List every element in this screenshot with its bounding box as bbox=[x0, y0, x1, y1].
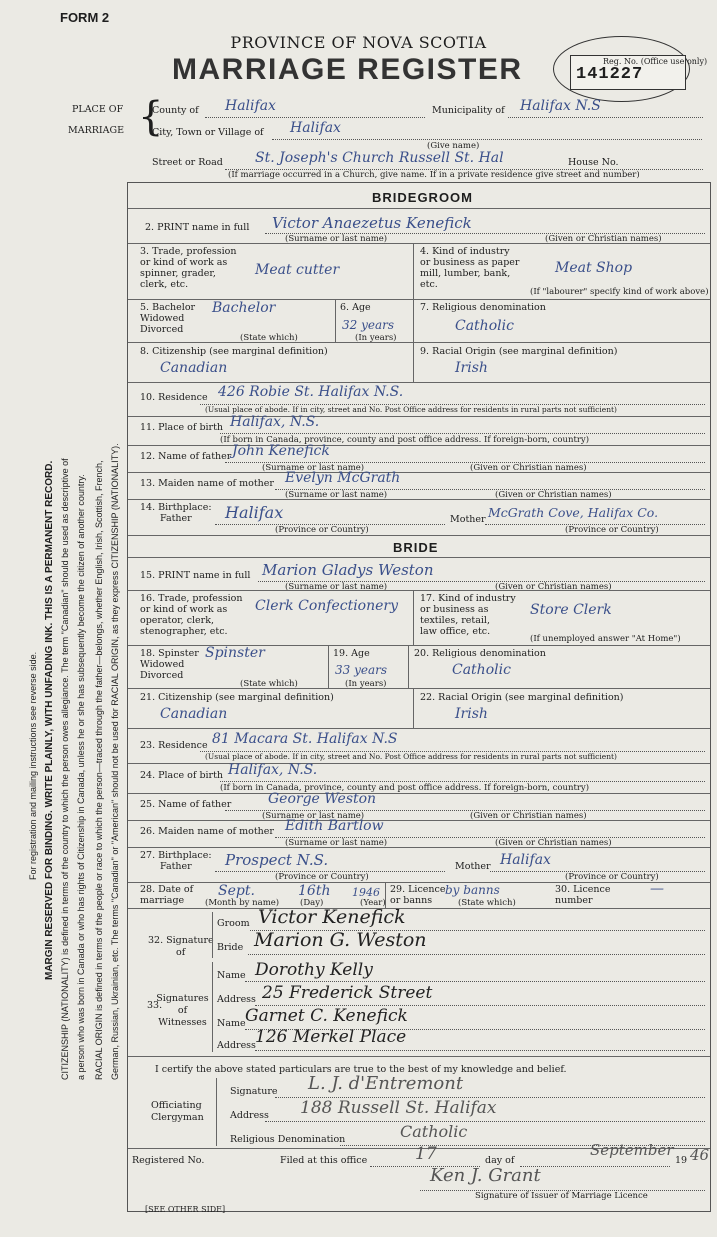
marriage-month: Sept. bbox=[218, 883, 255, 899]
groom-labourer-note: (If "labourer" specify kind of work above) bbox=[530, 287, 709, 297]
groom-father-prov-note: (Province or Country) bbox=[275, 525, 369, 535]
filed-day: 17 bbox=[415, 1144, 437, 1164]
clergy-denomination-label: Religious Denomination bbox=[230, 1134, 346, 1145]
document-title: MARRIAGE REGISTER bbox=[172, 53, 523, 86]
bride-industry-value: Store Clerk bbox=[530, 602, 612, 618]
groom-in-years: (In years) bbox=[355, 333, 397, 343]
licence-state-which: (State which) bbox=[458, 898, 516, 908]
licence-number-value: — bbox=[650, 881, 664, 897]
bride-father-given-note: (Given or Christian names) bbox=[470, 811, 587, 821]
groom-father-value: John Kenefick bbox=[232, 443, 330, 459]
witness2-name: Garnet C. Kenefick bbox=[245, 1006, 408, 1026]
municipality-value: Halifax N.S bbox=[520, 98, 601, 114]
groom-name-label: 2. PRINT name in full bbox=[145, 222, 250, 233]
bride-age-label: 19. Age bbox=[333, 648, 370, 659]
year-note: (Year) bbox=[360, 898, 386, 908]
licence-label: 29. Licence or banns bbox=[390, 884, 446, 906]
bride-industry-label: 17. Kind of industry or business as textiles, retail, law office, etc. bbox=[420, 593, 516, 637]
bride-surname-note: (Surname or last name) bbox=[285, 582, 388, 592]
groom-mother-value: Evelyn McGrath bbox=[285, 470, 401, 486]
place-brace: { bbox=[138, 94, 164, 140]
bride-birthplace-label: 24. Place of birth bbox=[140, 770, 224, 781]
bride-origin-label: 22. Racial Origin (see marginal definition) bbox=[420, 692, 624, 703]
groom-age-label: 6. Age bbox=[340, 302, 371, 313]
groom-mother-given-note: (Given or Christian names) bbox=[495, 490, 612, 500]
witnesses-label: Signatures of Witnesses bbox=[156, 993, 209, 1028]
bride-residence-value: 81 Macara St. Halifax N.S bbox=[212, 731, 398, 747]
see-other-side: [SEE OTHER SIDE] bbox=[145, 1205, 226, 1214]
bride-father-prov-note: (Province or Country) bbox=[275, 872, 369, 882]
place-label-2: MARRIAGE bbox=[68, 125, 125, 136]
street-label: Street or Road bbox=[152, 157, 223, 168]
bride-state-which: (State which) bbox=[240, 679, 298, 689]
bride-mother-prov-note: (Province or Country) bbox=[565, 872, 659, 882]
county-value: Halifax bbox=[225, 98, 276, 114]
province-heading: PROVINCE OF NOVA SCOTIA bbox=[230, 33, 487, 52]
municipality-label: Municipality of bbox=[432, 105, 505, 116]
bride-trade-label: 16. Trade, profession or kind of work as operator, clerk, stenographer, etc. bbox=[140, 593, 243, 637]
bride-home-note: (If unemployed answer "At Home") bbox=[530, 634, 681, 644]
bride-father-surname-note: (Surname or last name) bbox=[262, 811, 365, 821]
clergy-address-label: Address bbox=[230, 1110, 269, 1121]
filed-month: September bbox=[590, 1141, 674, 1159]
witness2-address-label: Address bbox=[217, 1040, 256, 1051]
margin-racial-2: German, Russian, Ukrainian, etc. The terms "Canadian" or "American" should not be used for RACIAL ORIGIN, as they express CITIZENSHIP (NATIONALITY). bbox=[110, 443, 120, 1080]
clergy-signature: L. J. d'Entremont bbox=[308, 1073, 464, 1094]
bride-status-label: 18. Spinster Widowed Divorced bbox=[140, 648, 199, 681]
filed-year-prefix: 19 bbox=[675, 1155, 688, 1166]
bride-residence-note: (Usual place of abode. If in city, street and No. Post Office address for residents in rural parts not sufficient) bbox=[205, 752, 617, 761]
groom-birthplace-label: 11. Place of birth bbox=[140, 422, 224, 433]
issuer-label: Signature of Issuer of Marriage Licence bbox=[475, 1191, 648, 1201]
bride-parents-birthplace-label: 27. Birthplace: Father bbox=[140, 850, 212, 872]
margin-citizenship-1: CITIZENSHIP (NATIONALITY) is defined in terms of the country to which the person owes allegiance. The term "Canadian" should be used as descriptive of bbox=[60, 458, 70, 1080]
bride-in-years: (In years) bbox=[345, 679, 387, 689]
bride-status-value: Spinster bbox=[205, 645, 265, 661]
bride-citizenship-value: Canadian bbox=[160, 706, 228, 722]
groom-mother-bp-label: Mother bbox=[450, 514, 486, 525]
certify-statement: I certify the above stated particulars are true to the best of my knowledge and belief. bbox=[155, 1064, 567, 1075]
city-value: Halifax bbox=[290, 120, 341, 136]
bride-heading: BRIDE bbox=[393, 540, 439, 555]
bride-age-value: 33 years bbox=[335, 663, 388, 677]
day-of-label: day of bbox=[485, 1155, 515, 1166]
groom-given-note: (Given or Christian names) bbox=[545, 234, 662, 244]
bride-citizenship-label: 21. Citizenship (see marginal definition) bbox=[140, 692, 334, 703]
bride-signature: Marion G. Weston bbox=[254, 929, 427, 951]
witness1-address: 25 Frederick Street bbox=[262, 983, 433, 1003]
city-label: City, Town or Village of bbox=[152, 127, 264, 138]
witness2-address: 126 Merkel Place bbox=[255, 1027, 407, 1047]
margin-citizenship-2: a person who was born in Canada or who has rights of Citizenship in Canada, unless he or she has subsequently become the citizen of another country. bbox=[76, 474, 86, 1080]
bride-given-note: (Given or Christian names) bbox=[495, 582, 612, 592]
bride-religion-value: Catholic bbox=[452, 662, 511, 678]
licence-value: by banns bbox=[445, 883, 500, 897]
groom-mother-prov-note: (Province or Country) bbox=[565, 525, 659, 535]
groom-birthplace-value: Halifax, N.S. bbox=[230, 414, 320, 430]
issuer-signature: Ken J. Grant bbox=[430, 1165, 541, 1186]
clergyman-label: Officiating Clergyman bbox=[151, 1100, 204, 1123]
bride-name-value: Marion Gladys Weston bbox=[262, 561, 434, 579]
groom-mother-birthplace: McGrath Cove, Halifax Co. bbox=[488, 505, 659, 520]
bride-father-label: 25. Name of father bbox=[140, 799, 232, 810]
groom-trade-label: 3. Trade, profession or kind of work as spinner, grader, clerk, etc. bbox=[140, 246, 237, 290]
place-label-1: PLACE OF bbox=[72, 104, 124, 115]
clergy-address: 188 Russell St. Halifax bbox=[300, 1098, 497, 1118]
bride-birthplace-value: Halifax, N.S. bbox=[228, 762, 318, 778]
filed-year: 46 bbox=[690, 1146, 710, 1164]
registered-no-label: Registered No. bbox=[132, 1155, 205, 1166]
bride-religion-label: 20. Religious denomination bbox=[414, 648, 546, 659]
marriage-date-label: 28. Date of marriage bbox=[140, 884, 194, 906]
registration-number-label: Reg. No. (Office use only) bbox=[603, 57, 708, 66]
bride-trade-value: Clerk Confectionery bbox=[255, 598, 399, 614]
bride-mother-surname-note: (Surname or last name) bbox=[285, 838, 388, 848]
groom-name-value: Victor Anaezetus Kenefick bbox=[272, 214, 472, 232]
give-name-note: (Give name) bbox=[427, 141, 480, 151]
groom-father-surname-note: (Surname or last name) bbox=[262, 463, 365, 473]
street-value: St. Joseph's Church Russell St. Hal bbox=[255, 150, 504, 166]
bride-origin-value: Irish bbox=[455, 706, 488, 722]
registration-number: 141227 bbox=[576, 65, 644, 84]
bridegroom-heading: BRIDEGROOM bbox=[372, 190, 473, 205]
witness1-address-label: Address bbox=[217, 994, 256, 1005]
signature-of-label: 32. Signature of bbox=[148, 935, 214, 958]
month-note: (Month by name) bbox=[205, 898, 280, 908]
margin-racial-1: RACIAL ORIGIN is defined in terms of the people or race to which the person—traced through the father—belongs, whether English, Irish, Scottish, French, bbox=[94, 460, 104, 1080]
form-number: FORM 2 bbox=[60, 10, 110, 25]
groom-religion-label: 7. Religious denomination bbox=[420, 302, 546, 313]
margin-instructions: For registration and mailing instructions see reverse side. bbox=[28, 651, 38, 880]
groom-residence-label: 10. Residence bbox=[140, 392, 208, 403]
bride-father-birthplace: Prospect N.S. bbox=[225, 851, 329, 869]
groom-residence-value: 426 Robie St. Halifax N.S. bbox=[218, 384, 404, 400]
witness1-name: Dorothy Kelly bbox=[255, 960, 373, 980]
licence-number-label: 30. Licence number bbox=[555, 884, 611, 906]
groom-state-which: (State which) bbox=[240, 333, 298, 343]
bride-mother-value: Edith Bartlow bbox=[285, 818, 384, 834]
groom-signature: Victor Kenefick bbox=[258, 906, 406, 928]
bride-father-value: George Weston bbox=[268, 791, 377, 807]
groom-age-value: 32 years bbox=[342, 318, 395, 332]
groom-religion-value: Catholic bbox=[455, 318, 514, 334]
witness1-name-label: Name bbox=[217, 970, 246, 981]
bride-mother-label: 26. Maiden name of mother bbox=[140, 826, 274, 837]
groom-mother-label: 13. Maiden name of mother bbox=[140, 478, 274, 489]
day-note: (Day) bbox=[300, 898, 324, 908]
house-label: House No. bbox=[568, 157, 619, 168]
groom-citizenship-value: Canadian bbox=[160, 360, 228, 376]
county-label: County of bbox=[152, 105, 199, 116]
street-note: (If marriage occurred in a Church, give name. If in a private residence give street and number) bbox=[228, 170, 640, 180]
margin-binding-notice: MARGIN RESERVED FOR BINDING. WRITE PLAINLY, WITH UNFADING INK. THIS IS A PERMANENT RECORD. bbox=[44, 460, 55, 980]
groom-father-given-note: (Given or Christian names) bbox=[470, 463, 587, 473]
marriage-day: 16th bbox=[298, 883, 331, 899]
groom-birth-note: (If born in Canada, province, county and post office address. If foreign-born, country) bbox=[220, 435, 590, 445]
groom-trade-value: Meat cutter bbox=[255, 262, 340, 278]
groom-sig-label: Groom bbox=[217, 918, 250, 929]
groom-status-value: Bachelor bbox=[212, 300, 276, 316]
groom-surname-note: (Surname or last name) bbox=[285, 234, 388, 244]
groom-origin-label: 9. Racial Origin (see marginal definition) bbox=[420, 346, 618, 357]
groom-status-label: 5. Bachelor Widowed Divorced bbox=[140, 302, 196, 335]
clergy-signature-label: Signature bbox=[230, 1086, 278, 1097]
bride-mother-birthplace: Halifax bbox=[500, 852, 551, 868]
groom-father-label: 12. Name of father bbox=[140, 451, 232, 462]
marriage-year: 1946 bbox=[352, 886, 380, 899]
groom-industry-label: 4. Kind of industry or business as paper mill, lumber, bank, etc. bbox=[420, 246, 520, 290]
groom-residence-note: (Usual place of abode. If in city, street and No. Post Office address for residents in rural parts not sufficient) bbox=[205, 405, 617, 414]
clergy-denomination: Catholic bbox=[400, 1122, 468, 1141]
groom-mother-surname-note: (Surname or last name) bbox=[285, 490, 388, 500]
groom-father-birthplace: Halifax bbox=[225, 503, 284, 522]
bride-residence-label: 23. Residence bbox=[140, 740, 208, 751]
groom-parents-birthplace-label: 14. Birthplace: Father bbox=[140, 502, 212, 524]
bride-sig-label: Bride bbox=[217, 942, 244, 953]
bride-mother-given-note: (Given or Christian names) bbox=[495, 838, 612, 848]
filed-label: Filed at this office bbox=[280, 1155, 368, 1166]
groom-origin-value: Irish bbox=[455, 360, 488, 376]
groom-industry-value: Meat Shop bbox=[555, 260, 633, 276]
witness-number: 33. bbox=[147, 1000, 163, 1011]
groom-citizenship-label: 8. Citizenship (see marginal definition) bbox=[140, 346, 328, 357]
bride-name-label: 15. PRINT name in full bbox=[140, 570, 251, 581]
bride-mother-bp-label: Mother bbox=[455, 861, 491, 872]
bride-birth-note: (If born in Canada, province, county and post office address. If foreign-born, country) bbox=[220, 783, 590, 793]
witness2-name-label: Name bbox=[217, 1018, 246, 1029]
